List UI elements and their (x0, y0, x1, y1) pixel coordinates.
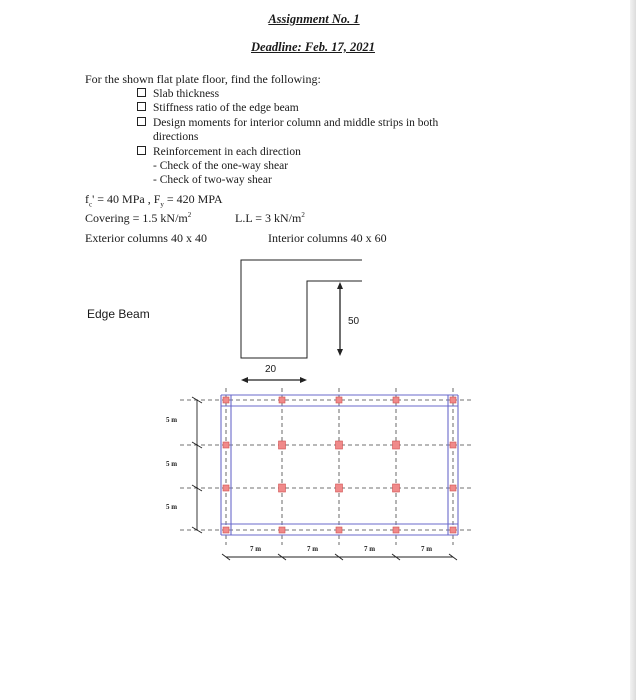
interior-column (336, 484, 343, 492)
interior-column (393, 484, 400, 492)
exterior-column (223, 527, 229, 533)
fc-subscript: c (89, 200, 93, 209)
span-label-horizontal: 7 m (364, 545, 376, 553)
exterior-column (393, 527, 399, 533)
fy-value: = 420 MPA (163, 192, 223, 206)
exterior-column (450, 527, 456, 533)
span-label-vertical: 5 m (166, 416, 178, 424)
exterior-column (336, 397, 342, 403)
span-label-horizontal: 7 m (421, 545, 433, 553)
beam-depth-label: 50 (348, 316, 360, 327)
exterior-column (223, 485, 229, 491)
exterior-column (279, 397, 285, 403)
live-load-text: L.L = 3 kN/m (235, 211, 302, 225)
edge-beam-title: Edge Beam (87, 307, 150, 321)
exterior-column (393, 397, 399, 403)
fc-value: ' = 40 MPa , F (92, 192, 161, 206)
interior-column (393, 441, 400, 449)
exterior-column (279, 527, 285, 533)
exterior-columns: Exterior columns 40 x 40 (85, 231, 207, 245)
span-label-vertical: 5 m (166, 503, 178, 511)
task-label: Stiffness ratio of the edge beam (153, 102, 299, 114)
task-label: Reinforcement in each direction (153, 146, 301, 158)
deadline-title: Deadline: Feb. 17, 2021 (251, 40, 375, 54)
fy-subscript: y (160, 200, 164, 209)
sub-task: - Check of the one-way shear (153, 160, 289, 172)
span-label-vertical: 5 m (166, 460, 178, 468)
interior-column (336, 441, 343, 449)
sub-task: - Check of two-way shear (153, 174, 272, 186)
exterior-column (450, 397, 456, 403)
exterior-column (450, 442, 456, 448)
exterior-column (223, 397, 229, 403)
squared: 2 (301, 211, 305, 219)
interior-column (279, 484, 286, 492)
beam-width-label: 20 (265, 364, 277, 375)
span-label-horizontal: 7 m (307, 545, 319, 553)
intro-text: For the shown flat plate floor, find the following: (85, 72, 321, 86)
assignment-title: Assignment No. 1 (268, 12, 360, 26)
exterior-column (450, 485, 456, 491)
interior-column (279, 441, 286, 449)
task-label: Design moments for interior column and middle strips in both (153, 117, 439, 129)
covering-text: Covering = 1.5 kN/m (85, 211, 188, 225)
interior-columns: Interior columns 40 x 60 (268, 231, 387, 245)
fc-symbol: f (85, 192, 89, 206)
task-label: Slab thickness (153, 88, 220, 100)
span-label-horizontal: 7 m (250, 545, 262, 553)
task-continuation: directions (153, 131, 199, 143)
exterior-column (336, 527, 342, 533)
exterior-column (223, 442, 229, 448)
squared: 2 (187, 211, 192, 219)
